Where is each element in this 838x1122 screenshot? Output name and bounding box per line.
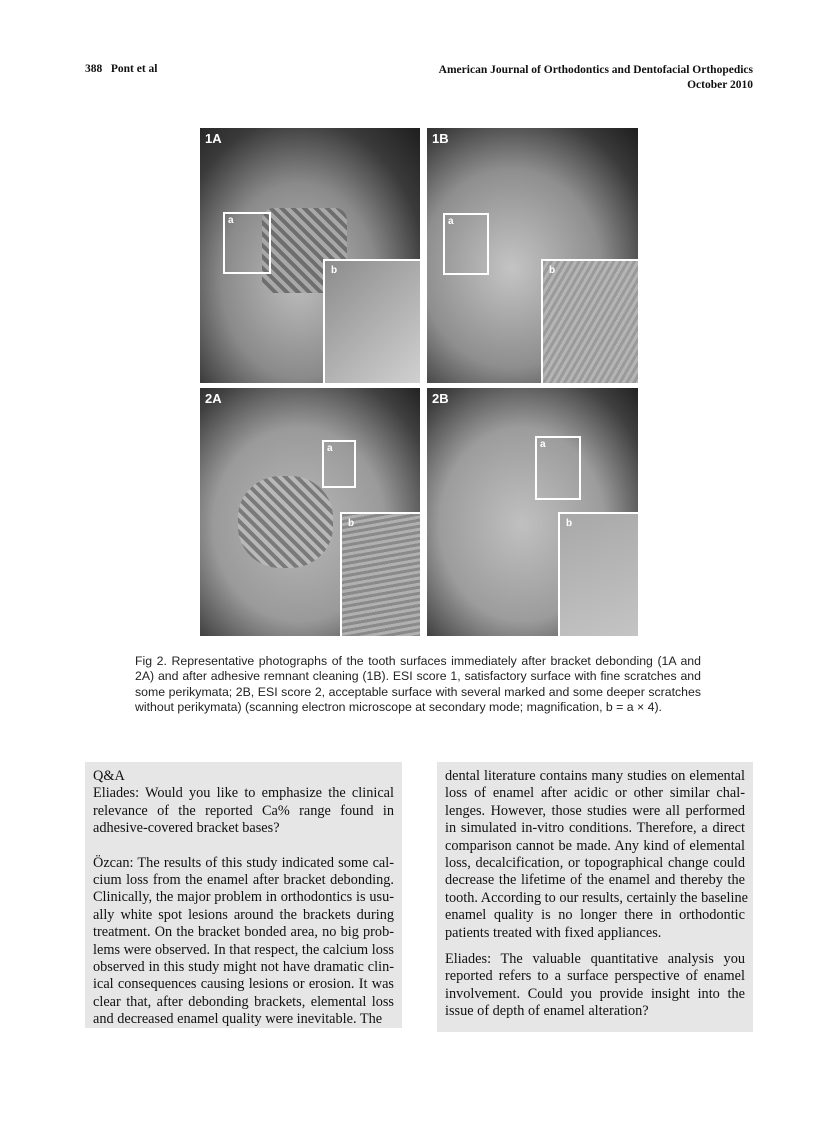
panel-label: 1B — [432, 131, 449, 146]
region-a-box: a — [223, 212, 271, 274]
text-line: tooth. According to our results, certainly the baseline — [445, 889, 748, 906]
region-b-inset: b — [323, 259, 420, 383]
text-line: Eliades: Would you like to emphasize the clinical — [93, 785, 394, 802]
text-line: clear that, after debonding brackets, elemental loss — [93, 993, 394, 1010]
region-a-box: a — [535, 436, 581, 500]
text-line: dental literature contains many studies on elemental — [445, 768, 745, 784]
qa-left-column — [85, 762, 402, 1028]
text-line: comparison cannot be made. Any kind of elemental — [445, 837, 745, 854]
region-a-box: a — [322, 440, 356, 488]
text-line: in simulated in-vitro conditions. Therefore, a direct — [445, 820, 745, 837]
journal-title: American Journal of Orthodontics and Dentofacial Orthopedics — [438, 64, 753, 76]
text-line: ical consequences causing lesions or erosion. It was — [93, 976, 394, 993]
text-line: cium loss from the enamel after bracket debonding. — [93, 872, 394, 889]
text-line: adhesive-covered bracket bases? — [93, 820, 280, 837]
figure-panel-1a — [200, 128, 420, 383]
region-b-inset: b — [558, 512, 638, 636]
qa-right-column — [437, 762, 753, 1032]
panel-label: 2A — [205, 391, 222, 406]
region-b-inset: b — [541, 259, 638, 383]
text-line: loss of enamel after acidic or other similar chal- — [445, 785, 745, 802]
figure-caption: Fig 2. Representative photographs of the tooth surfaces immediately after bracket debonding (1A and 2A) and after adhesive remnant cleaning (1B). ESI score 1, satisfactory surface with fine scratches and some perikymata; 2B, ESI score 2, acceptable surface with several marked and some deeper scratches without perikymata) (scanning electron microscope at secondary mode; magnification, b = a × 4). — [135, 654, 701, 714]
panel-label: 2B — [432, 391, 449, 406]
panel-label: 1A — [205, 131, 222, 146]
text-line: ally white spot lesions around the brackets during — [93, 906, 394, 923]
text-line: Eliades: The valuable quantitative analysis you — [445, 951, 745, 968]
text-line: reported refers to a surface perspective of enamel — [445, 968, 745, 985]
text-line: decrease the lifetime of the enamel and thereby the — [445, 872, 745, 889]
text-line: issue of depth of enamel alteration? — [445, 1003, 649, 1020]
figure-panel-2b — [427, 388, 638, 636]
region-a-box: a — [443, 213, 489, 275]
text-line: and decreased enamel quality were inevitable. The — [93, 1011, 383, 1028]
text-line: Q&A — [93, 768, 125, 784]
issue-date: October 2010 — [687, 79, 753, 91]
running-header-left: 388 Pont et al — [85, 63, 158, 75]
text-line: relevance of the reported Ca% range found in — [93, 802, 394, 819]
running-header-right — [439, 63, 753, 93]
text-line: observed in this study might not have dramatic clin- — [93, 959, 394, 976]
text-line: lenges. However, those studies were all performed — [445, 802, 745, 819]
text-line: enamel quality is no longer there in orthodontic — [445, 907, 745, 924]
text-line: treatment. On the bracket bonded area, no big prob- — [93, 924, 394, 941]
text-line: patients treated with fixed appliances. — [445, 924, 662, 941]
figure-panel-2a — [200, 388, 420, 636]
text-line: involvement. Could you provide insight into the — [445, 985, 745, 1002]
bracket-mesh — [238, 476, 333, 568]
text-line: loss, decalcification, or topographical change could — [445, 855, 745, 872]
region-b-inset: b — [340, 512, 420, 636]
text-line: Özcan: The results of this study indicated some cal- — [93, 854, 394, 871]
text-line: Clinically, the major problem in orthodontics is usu- — [93, 889, 394, 906]
text-line: lems were observed. In that respect, the calcium loss — [93, 941, 394, 958]
figure-panel-1b — [427, 128, 638, 383]
